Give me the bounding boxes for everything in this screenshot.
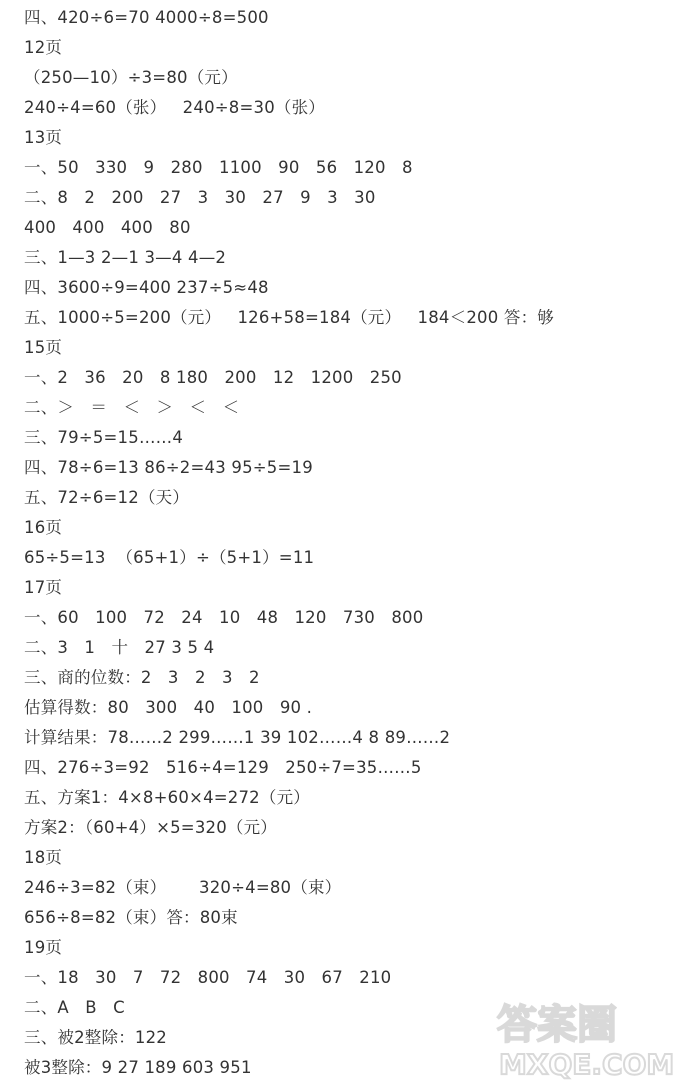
text-line: 二、＞ ＝ ＜ ＞ ＜ ＜	[24, 398, 240, 417]
text-line: 四、420÷6=70 4000÷8=500	[24, 8, 269, 27]
text-line: 三、商的位数：2 3 2 3 2	[24, 668, 260, 687]
text-line: 四、276÷3=92 516÷4=129 250÷7=35……5	[24, 758, 422, 777]
text-line: 五、72÷6=12（天）	[24, 488, 190, 507]
page-heading: 19页	[24, 938, 63, 957]
text-line: 656÷8=82（束）答：80束	[24, 908, 238, 927]
text-line: 246÷3=82（束） 320÷4=80（束）	[24, 878, 342, 897]
page-heading: 18页	[24, 848, 63, 867]
page-heading: 16页	[24, 518, 63, 537]
text-line: 三、被2整除：122	[24, 1028, 167, 1047]
text-line: 一、50 330 9 280 1100 90 56 120 8	[24, 158, 413, 177]
page-heading: 15页	[24, 338, 63, 357]
text-line: 一、18 30 7 72 800 74 30 67 210	[24, 968, 392, 987]
text-line: 二、A B C	[24, 998, 125, 1017]
text-line: 四、78÷6=13 86÷2=43 95÷5=19	[24, 458, 313, 477]
page-heading: 17页	[24, 578, 63, 597]
text-line: 二、3 1 十 27 3 5 4	[24, 638, 215, 657]
watermark-url: MXQE.COM	[499, 1048, 674, 1080]
text-line: 估算得数：80 300 40 100 90 .	[24, 698, 313, 717]
text-line: 240÷4=60（张） 240÷8=30（张）	[24, 98, 326, 117]
text-line: 五、方案1：4×8+60×4=272（元）	[24, 788, 310, 807]
text-line: 一、60 100 72 24 10 48 120 730 800	[24, 608, 424, 627]
text-line: 400 400 400 80	[24, 218, 191, 237]
text-line: 65÷5=13 （65+1）÷（5+1）=11	[24, 548, 315, 567]
text-line: 方案2：（60+4）×5=320（元）	[24, 818, 278, 837]
page-heading: 12页	[24, 38, 63, 57]
text-line: 被3整除：9 27 189 603 951	[24, 1058, 252, 1077]
text-line: 一、2 36 20 8 180 200 12 1200 250	[24, 368, 402, 387]
text-line: 三、1—3 2—1 3—4 4—2	[24, 248, 227, 267]
text-line: 计算结果：78……2 299……1 39 102……4 8 89……2	[24, 728, 451, 747]
text-line: （250—10）÷3=80（元）	[24, 68, 238, 87]
text-line: 二、8 2 200 27 3 30 27 9 3 30	[24, 188, 376, 207]
text-line: 三、79÷5=15……4	[24, 428, 184, 447]
text-line: 四、3600÷9=400 237÷5≈48	[24, 278, 269, 297]
text-line: 五、1000÷5=200（元） 126+58=184（元） 184＜200 答：够	[24, 308, 554, 327]
page-heading: 13页	[24, 128, 63, 147]
watermark-text: 答案圈	[497, 1002, 617, 1048]
answer-document	[24, 3, 674, 1083]
